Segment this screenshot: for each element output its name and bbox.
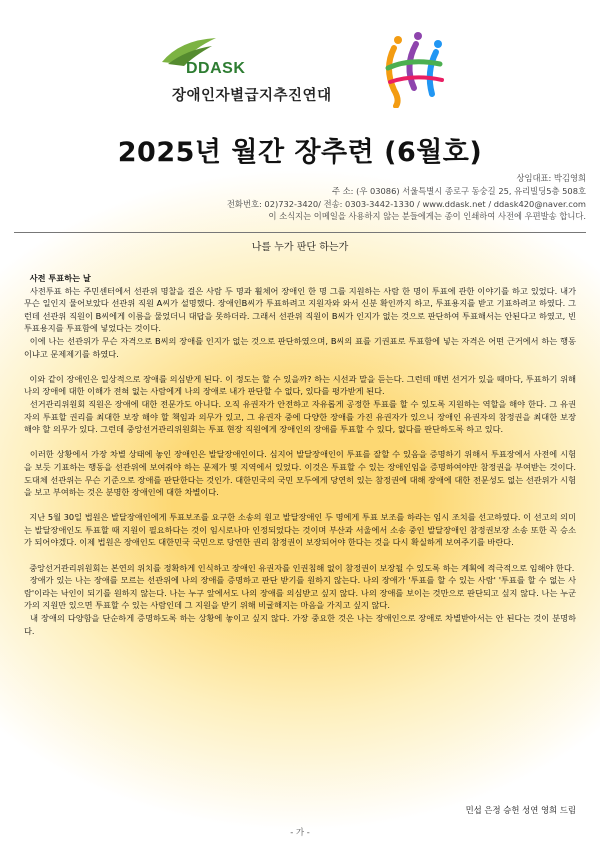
article-body: [24, 272, 576, 637]
article-lead: 사전 투표하는 날: [29, 273, 91, 283]
article-paragraph: 이와 같이 장애인은 일상적으로 장애를 의심받게 된다. 이 정도는 할 수 있을까? 하는 시선과 말을 듣는다. 그런데 매번 선거가 있을 때마다, 투표하기 위해 나의 장애에 대한 이해가 전혀 없는 사람에게 나의 장애로 내가 판단할 수 없다, 있다를 평가받게 된다.: [24, 373, 576, 397]
article-paragraph: 내 장애의 다양함을 단순하게 증명하도록 하는 상황에 놓이고 싶지 않다. 가장 중요한 것은 나는 장애인으로 장애로 차별받아서는 안 된다는 것이 분명하다.: [24, 613, 576, 636]
paragraph-gap: [24, 360, 576, 373]
paragraph-gap: [24, 549, 576, 562]
paragraph-gap: [24, 499, 576, 512]
page-number: - 가 -: [290, 827, 310, 837]
article-paragraph: 지난 5월 30일 법원은 발달장애인에게 투표보조를 요구한 소송의 원고 발달장애인 두 명에게 투표 보조를 하라는 임시 조치를 선고하였다. 이 선고의 의미는 발달장애인도 투표할 때 지원이 필요하다는 것이 임시로나마 인정되었다는 것이며 부산과 서울에서 소송 중인 발달장애인 참정권보장 소송 또한 꼭 승소가 되어야겠다. 이제 법원은 장애인도 대한민국 국민으로 당연한 권리 참정권이 보장되어야 한다는 것을 다시 확실하게 보여주기를 바란다.: [24, 512, 576, 548]
article-paragraph: 이에 나는 선관위가 무슨 자격으로 B씨의 장애를 인지가 없는 것으로 판단하였으며, B씨의 표를 기권표로 투표함에 넣는 자격은 어떤 근거에서 하는 행동이냐고 문제제기를 하였다.: [24, 335, 577, 359]
mailing-notice: 이 소식지는 이메일을 사용하지 않는 분들에게는 종이 인쇄하여 사전에 우편발송 합니다.: [268, 211, 586, 222]
article-paragraph: 선거관리위원회 직원은 장애에 대한 전문가도 아니다. 오직 유권자가 안전하고 자유롭게 공정한 투표를 할 수 있도록 지원하는 역할을 해야 한다. 그 유권자의 투표할 권리를 최대한 보장 해야 할 책임과 의무가 있고, 그 유권자 중에 다양한 장애를 가진 유권자가 있으니 장애인 유권자의 참정권을 최대한 보장 해야 할 의무가 있다. 그런데 중앙선거관리위원회는 투표 현장 직원에게 장애인의 장애를 투표할 수 있다, 없다를 판단하도록 하고 있다.: [24, 398, 576, 435]
address-line: 주 소: (우 03086) 서울특별시 종로구 동숭길 25, 유리빌딩5층 508호: [331, 185, 586, 196]
logo-english-text: DDASK: [186, 60, 246, 77]
article-paragraph: 사전투표 하는 주민센터에서 선관위 명찰을 걸은 사람 두 명과 휠체어 장애인 한 명 그를 지원하는 사람 한 명이 투표에 관한 이야기를 하고 있었다. 내가 무슨 일인지 물어보았다 선관위 직원 A씨가 설명했다. 장애인B씨가 투표하려고 지원자와 와서 신분 확인까지 하고, 투표용지를 받고 기표하려고 하였다. 그런데 선관위 직원이 B씨에게 이름을 물었더니 대답을 못하더라. 그래서 선관위 직원이 B씨가 인지가 없는 것으로 판단하여 투표해서는 안된다고 하였고, 빈 투표용지를 투표함에 넣었다는 것이다.: [24, 285, 576, 334]
article-signoff: 민섭 은정 승헌 성연 영희 드림: [465, 805, 576, 815]
logo-korean-text: 장애인자별급지추진연대: [172, 88, 332, 104]
article-title: 나를 누가 판단 하는가: [251, 242, 349, 253]
people-figure-icon: [380, 28, 450, 108]
article-paragraph: 이러한 상황에서 가장 차별 상태에 놓인 장애인은 발달장애인이다. 심지어 발달장애인이 투표를 잘할 수 있음을 증명하기 위해서 투표장에서 사전에 시험을 보듯 기표하는 행동을 선관위에 보여줘야 하는 문제가 몇 지역에서 있었다. 이것은 투표할 수 있는 장애인임을 증명하여야만 참정권을 부여받는 것이다. 도대체 선관위는 무슨 기준으로 장애를 판단한다는 것인가. 대한민국의 국민 모두에게 당연히 있는 참정권에 대해 장애에 대한 전문성도 없는 선관위가 시험을 보고 부여하는 것은 분명한 장애인에 대한 차별이다.: [24, 449, 576, 498]
header-divider: [14, 232, 586, 233]
contact-line: 전화번호: 02)732-3420/ 전송: 0303-3442-1330 / www.ddask.net / ddask420@naver.com: [226, 198, 586, 209]
article-paragraph: 장애가 있는 나는 장애를 모르는 선관위에 나의 장애를 증명하고 판단 받기를 원하지 않는다. 나의 장애가 '투표를 할 수 있는 사람' '투표를 할 수 없는 사람'이라는 낙인이 되기를 원하지 않는다. 나는 누구 앞에서도 나의 장애를 의심받고 싶지 않다. 나의 장애를 보이는 것만으로 판단되고 싶지 않다. 나는 누군가의 지원만 있으면 투표할 수 있는 사람인데 그 지원을 받기 위해 비굴해지는 마음을 가지고 싶지 않다.: [24, 575, 576, 611]
organization-logo: [150, 36, 450, 116]
masthead: [227, 172, 586, 223]
article-paragraph: 중앙선거관리위원회는 본연의 위치를 정확하게 인식하고 장애인 유권자를 인권침해 없이 참정권이 보장될 수 있도록 하는 계획에 적극적으로 임해야 한다.: [29, 562, 575, 573]
newsletter-title: 2025년 월간 장추련 (6월호): [117, 137, 483, 168]
representative-line: 상임대표: 박김영희: [516, 173, 586, 183]
paragraph-gap: [24, 436, 576, 449]
